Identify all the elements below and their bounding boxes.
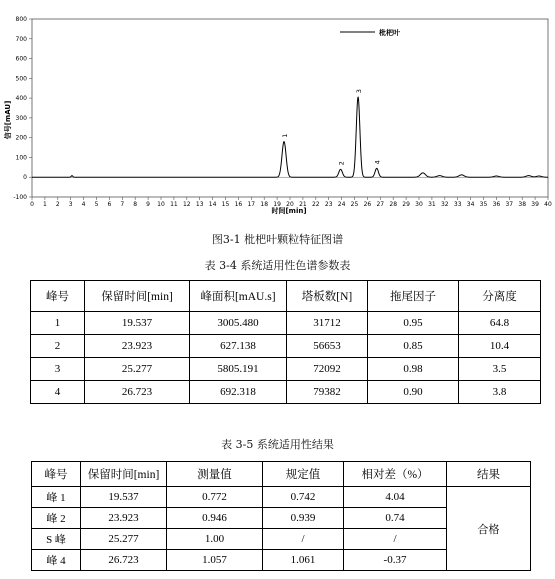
col-area: 峰面积[mAU.s] [190,281,287,312]
cell: S 峰 [32,529,81,550]
x-tick-label: 34 [466,201,475,208]
cell: 23.923 [81,508,167,529]
x-tick-label: 23 [324,201,333,208]
cell: 0.90 [368,381,459,404]
y-tick-label: 0 [23,174,27,182]
cell: 0.946 [167,508,263,529]
x-tick-label: 14 [208,201,217,208]
y-tick-label: 500 [15,75,27,83]
cell: 0.772 [167,487,263,508]
cell: 0.74 [344,508,447,529]
x-tick-label: 5 [94,201,99,208]
legend-label: 枇杷叶 [379,29,400,37]
col-tailing: 拖尾因子 [368,281,459,312]
col-peak: 峰号 [32,462,81,487]
table-row [31,312,541,335]
y-tick-label: 300 [15,114,27,122]
cell: 4 [31,381,85,404]
x-tick-label: 24 [337,201,346,208]
cell: 1.00 [167,529,263,550]
cell: 692.318 [190,381,287,404]
x-tick-label: 37 [505,201,514,208]
table-3-5-title: 表 3-5 系统适用性结果 [221,438,334,451]
cell: 0.95 [368,312,459,335]
x-tick-label: 30 [415,201,423,208]
col-relative-diff: 相对差（%） [344,462,447,487]
figure-caption: 图3-1 枇杷叶颗粒特征图谱 [211,233,344,246]
cell: 627.138 [190,335,287,358]
x-tick-label: 12 [182,201,191,208]
cell: 79382 [287,381,368,404]
cell: 3 [31,358,85,381]
x-tick-label: 27 [376,201,385,208]
y-axis-label: 信号[mAU] [4,100,12,140]
table-row [31,381,541,404]
chromatogram-chart [0,0,555,222]
y-tick-label: 700 [15,35,27,43]
col-resolution: 分离度 [459,281,541,312]
x-tick-label: 28 [389,201,398,208]
cell: 峰 4 [32,550,81,571]
cell: -0.37 [344,550,447,571]
x-tick-label: 1 [42,201,47,208]
x-tick-label: 9 [146,201,151,208]
x-tick-label: 26 [363,201,372,208]
y-tick-label: 100 [15,154,27,162]
result-cell: 合格 [447,487,531,571]
cell: 19.537 [81,487,167,508]
x-tick-label: 21 [299,201,307,208]
cell: 0.742 [263,487,344,508]
y-tick-label: 600 [15,55,27,63]
y-tick-label: -100 [13,194,27,201]
col-plates: 塔板数[N] [287,281,368,312]
cell: 64.8 [459,312,541,335]
x-tick-label: 40 [544,201,552,208]
x-axis-label: 时间[min] [271,207,307,215]
peak-labels [281,89,382,165]
cell: 5805.191 [190,358,287,381]
x-tick-label: 25 [350,201,359,208]
x-tick-label: 33 [453,201,462,208]
col-result: 结果 [447,462,531,487]
table-row [32,487,531,508]
x-tick-label: 35 [479,201,488,208]
x-tick-label: 2 [55,201,60,208]
system-suitability-table [31,461,531,571]
y-tick-label: 400 [15,95,27,103]
cell: 2 [31,335,85,358]
x-tick-label: 22 [311,201,320,208]
x-tick-label: 38 [518,201,527,208]
chart-frame [32,19,548,197]
cell: 1.061 [263,550,344,571]
cell: 0.939 [263,508,344,529]
y-axis-ticks [13,16,32,201]
cell: 25.277 [85,358,190,381]
cell: 0.98 [368,358,459,381]
table-row [31,335,541,358]
x-tick-label: 6 [107,201,112,208]
cell: / [263,529,344,550]
peak-label: 2 [337,161,346,166]
col-peak: 峰号 [31,281,85,312]
x-tick-label: 19 [273,201,281,208]
cell: 72092 [287,358,368,381]
x-tick-label: 13 [195,201,204,208]
cell: 1.057 [167,550,263,571]
chromatography-parameter-table [30,280,541,404]
cell: 3.8 [459,381,541,404]
x-tick-label: 8 [133,201,138,208]
peak-label: 4 [373,160,382,165]
cell: 1 [31,312,85,335]
col-specified: 规定值 [263,462,344,487]
cell: 56653 [287,335,368,358]
cell: 23.923 [85,335,190,358]
x-tick-label: 17 [247,201,256,208]
cell: 26.723 [85,381,190,404]
peak-label: 3 [355,89,364,94]
chromatogram-trace [32,97,548,177]
y-tick-label: 200 [15,134,27,142]
cell: 31712 [287,312,368,335]
x-tick-label: 10 [157,201,165,208]
x-tick-label: 3 [68,201,73,208]
cell: / [344,529,447,550]
cell: 10.4 [459,335,541,358]
table-3-4-title: 表 3-4 系统适用性色谱参数表 [204,259,351,272]
x-tick-label: 29 [402,201,410,208]
cell: 峰 2 [32,508,81,529]
cell: 26.723 [81,550,167,571]
x-tick-label: 15 [221,201,230,208]
cell: 19.537 [85,312,190,335]
x-tick-label: 11 [170,201,178,208]
x-tick-label: 32 [440,201,449,208]
x-tick-label: 20 [286,201,294,208]
x-tick-label: 4 [81,201,86,208]
x-tick-label: 39 [531,201,539,208]
cell: 0.85 [368,335,459,358]
cell: 4.04 [344,487,447,508]
x-tick-label: 18 [260,201,269,208]
cell: 25.277 [81,529,167,550]
cell: 峰 1 [32,487,81,508]
x-tick-label: 31 [428,201,436,208]
x-tick-label: 0 [30,201,34,208]
plot-area-border [32,19,548,197]
x-tick-label: 16 [234,201,243,208]
cell: 3005.480 [190,312,287,335]
col-retention: 保留时间[min] [85,281,190,312]
col-retention: 保留时间[min] [81,462,167,487]
cell: 3.5 [459,358,541,381]
peak-label: 1 [281,133,290,138]
x-tick-label: 7 [120,201,125,208]
col-measured: 测量值 [167,462,263,487]
x-tick-label: 36 [492,201,501,208]
table-row [31,358,541,381]
y-tick-label: 800 [15,16,27,23]
